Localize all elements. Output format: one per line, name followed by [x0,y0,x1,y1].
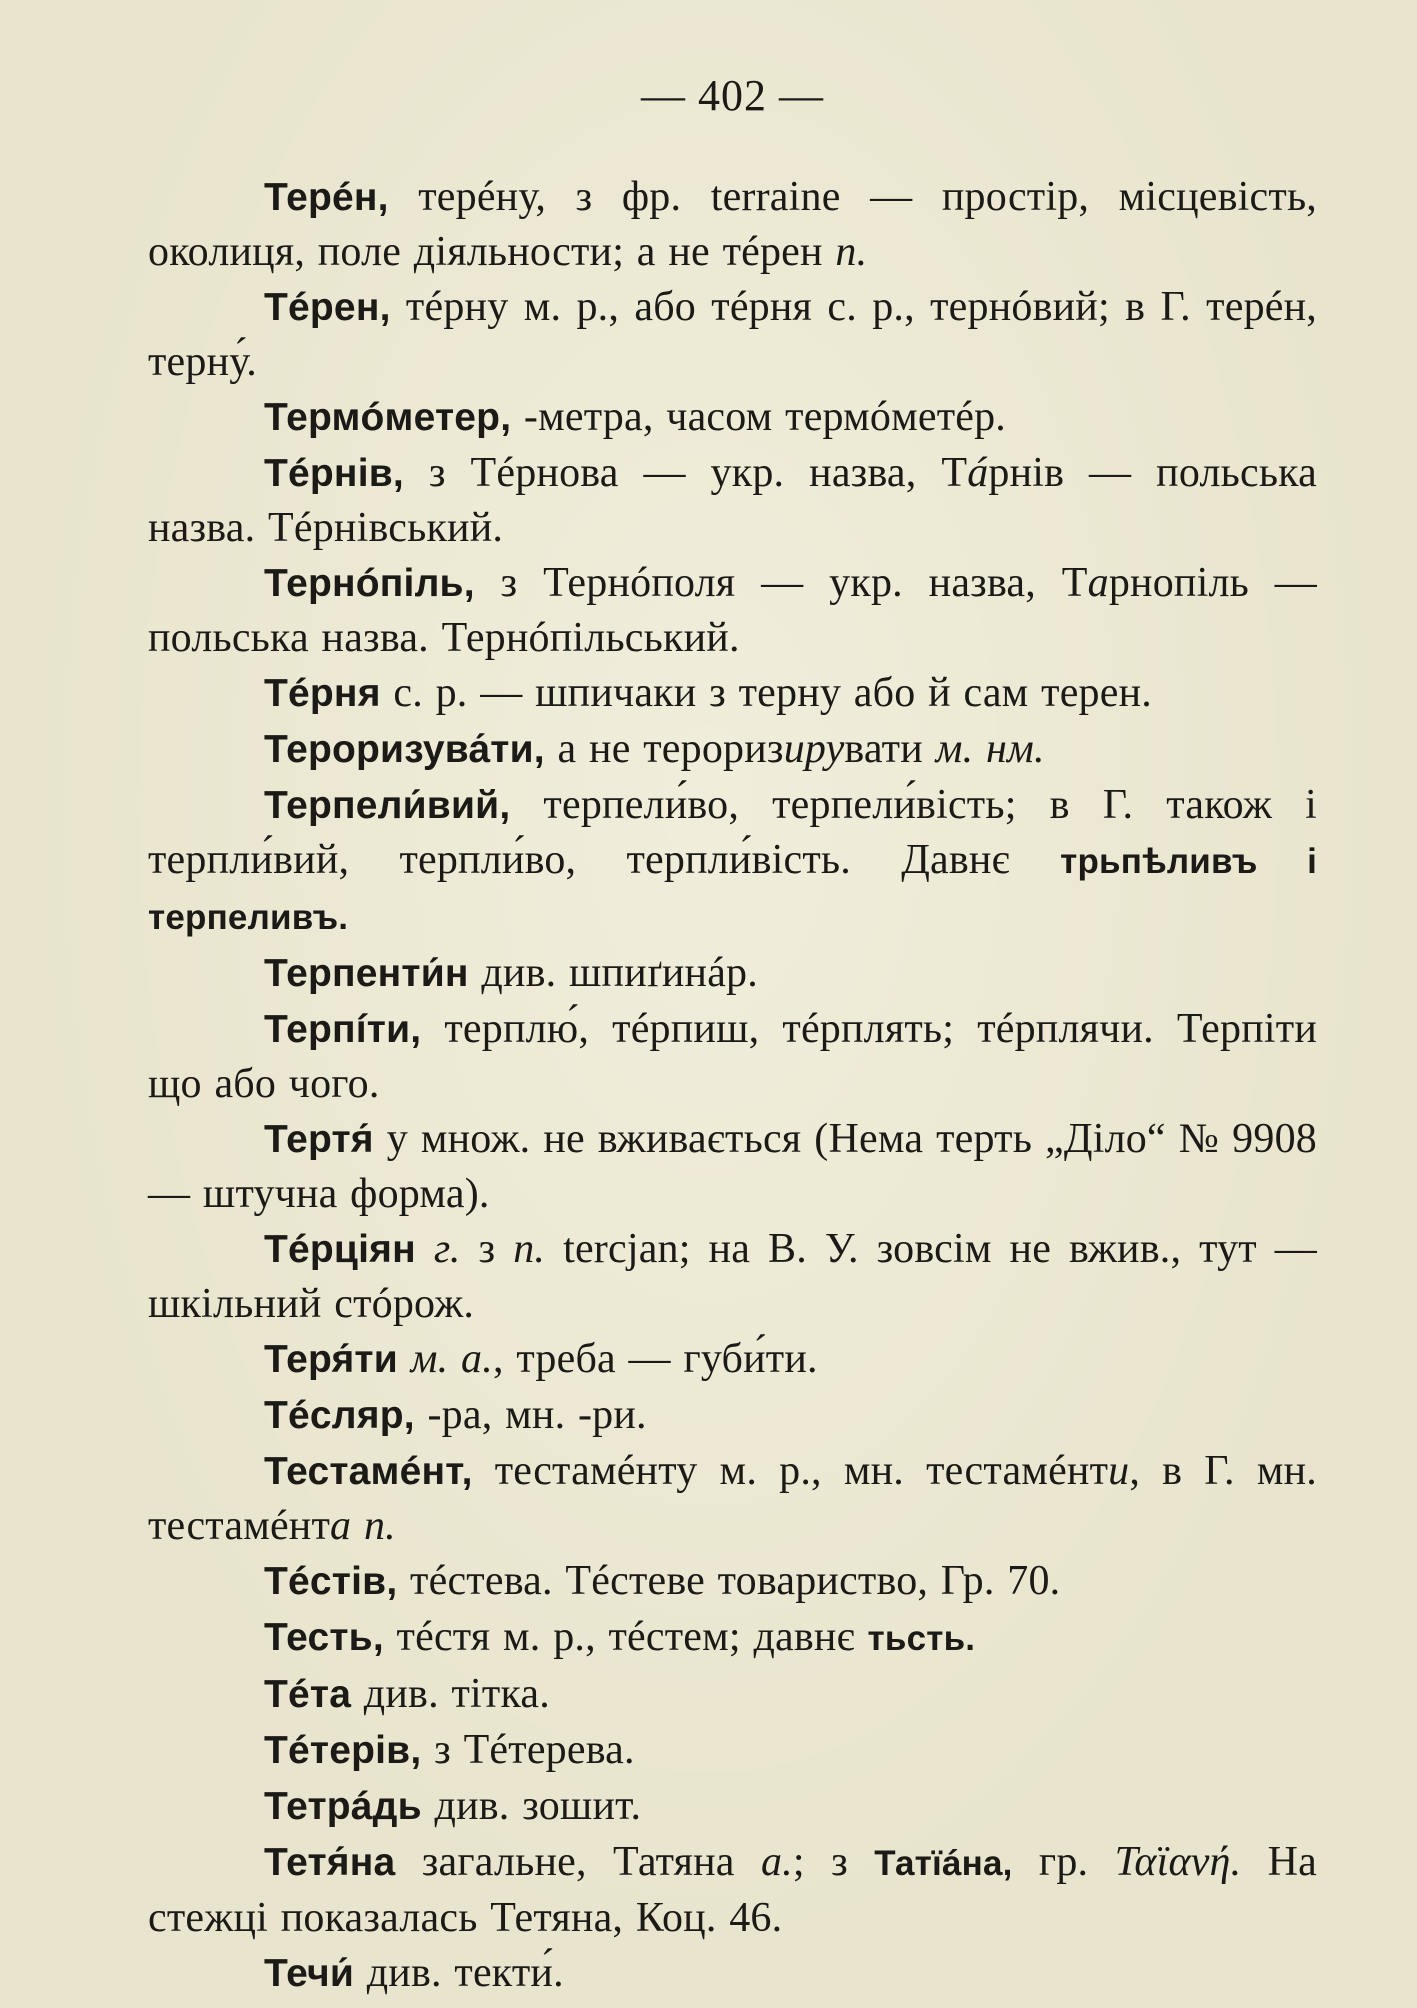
entry-text [351,1503,364,1549]
dictionary-entry [148,946,1317,1001]
entry-headword: Термóметер, [264,396,512,439]
entry-abbreviation: п. [513,1226,546,1272]
entry-headword: Тéтерів, [264,1729,422,1772]
entry-text: вати [844,726,936,772]
entry-text: рнопіль — польська назва. Тернóпільський. [148,560,1317,661]
dictionary-entry [148,1112,1317,1221]
entry-text: терпели́во, терпели́вість; в Г. також і терпли́вий, терпли́во, терпли́вість. Давнє [148,782,1317,883]
entry-abbreviation: á [967,450,989,496]
entry-text: тéстева. Тéстеве товариство, Гр. 70. [397,1558,1061,1604]
dictionary-entry [148,1444,1317,1553]
entry-text: ; з [792,1839,875,1885]
entry-text: , в Г. мн. тестамéнт [148,1448,1317,1549]
entry-abbreviation: Ταϊανή. [1114,1839,1242,1885]
dictionary-entry [148,280,1317,389]
entry-text: загальне, Татяна [395,1839,761,1885]
entry-headword: Тетрáдь [264,1785,422,1828]
entry-text: гр. [1012,1839,1115,1885]
dictionary-entry [148,1222,1317,1331]
entry-text: , треба — губи́ти. [492,1336,818,1382]
dictionary-entry [148,1388,1317,1443]
entry-abbreviation: иру [783,726,845,772]
entry-list [148,170,1317,2001]
entry-abbreviation: а [1087,560,1109,606]
dictionary-entry [148,1554,1317,1609]
entry-abbreviation: а. [760,1839,793,1885]
entry-text: -метра, часом термóметéр. [511,394,1006,440]
entry-abbreviation: а [330,1503,352,1549]
entry-abbreviation: м. нм. [935,726,1045,772]
entry-headword: Терпенти́н [264,952,469,995]
entry-headword: Тестамéнт, [264,1450,473,1493]
dictionary-entry [148,1779,1317,1834]
page-number: — 402 — [641,71,824,120]
dictionary-entry [148,1835,1317,1945]
entry-text [416,1226,434,1272]
dictionary-entry [148,778,1317,945]
dictionary-entry [148,1002,1317,1111]
entry-text: з Тернóполя — укр. назва, Т [474,560,1088,606]
entry-text: тéстя м. р., тéстем; давнє [383,1614,868,1660]
dictionary-entry [148,556,1317,665]
entry-abbreviation: и [1108,1448,1130,1494]
entry-headword: Тетя́на [264,1841,396,1884]
entry-headword: Тéта [264,1673,352,1716]
entry-abbreviation: г. [433,1226,461,1272]
dictionary-entry [148,666,1317,721]
dictionary-entry [148,1946,1317,2001]
dictionary-entry [148,170,1317,279]
entry-headword: Тертя́ [264,1118,374,1161]
entry-text: На стежці показалась Тетяна, Коц. 46. [148,1839,1318,1941]
entry-headword: Терéн, [264,176,389,219]
entry-old-spelling: трьпѣливъ і терпеливъ. [148,842,1318,937]
entry-text: див. тітка. [351,1671,550,1717]
entry-headword: Тéрен, [264,286,391,329]
entry-headword: Тéстів, [264,1560,398,1603]
dictionary-entry [148,390,1317,445]
entry-abbreviation: п. [835,229,868,275]
entry-text: рнів — польська назва. Тéрнівський. [148,450,1317,551]
entry-headword: Терпели́вий, [264,784,511,827]
dictionary-entry [148,446,1317,555]
entry-headword: Тéрня [264,672,381,715]
entry-headword: Теря́ти [264,1338,398,1381]
entry-headword: Тесть, [264,1616,384,1659]
entry-old-spelling: тьсть. [867,1619,976,1658]
entry-text: з Тéтерева. [421,1727,635,1773]
entry-abbreviation: м. а. [410,1336,493,1382]
dictionary-entry [148,722,1317,777]
entry-text: див. зошит. [421,1783,642,1829]
entry-headword: Тéрнів, [264,452,404,495]
entry-text: тестамéнту м. р., мн. тестамéнт [472,1448,1109,1494]
entry-text: а не терориз [544,726,784,772]
dictionary-entry [148,1667,1317,1722]
entry-text: терплю́, тéрпиш, тéрплять; тéрплячи. Терпіти що або чого. [148,1006,1317,1107]
entry-text: терéну, з фр. terraine — простір, місцевість, околиця, поле діяльности; а не тéрен [148,174,1317,275]
entry-abbreviation: п. [363,1503,396,1549]
dictionary-entry [148,1332,1317,1387]
entry-headword: Течи́ [264,1952,355,1995]
entry-text: з Тéрнова — укр. назва, Т [403,450,968,496]
dictionary-entry [148,1723,1317,1778]
entry-text: у множ. не вживається (Нема терть „Діло“ № 9908 — штучна форма). [148,1116,1317,1217]
entry-old-spelling: Татїáна, [874,1844,1013,1883]
entry-headword: Тернóпіль, [264,562,475,605]
entry-text: тéрну м. р., або тéрня с. р., тернóвий; в Г. терéн, терну́. [148,284,1317,385]
entry-text: див. шпиґинáр. [468,950,758,996]
dictionary-entry [148,1610,1317,1666]
entry-text: з [460,1226,514,1272]
entry-text: tercjan; на В. У. зовсім не вжив., тут — шкільний стóрож. [148,1226,1317,1327]
entry-text: с. р. — шпичаки з терну або й сам терен. [380,670,1152,716]
entry-headword: Тéсляр, [264,1394,415,1437]
entry-text [398,1336,411,1382]
entry-headword: Тероризува́ти, [264,728,545,771]
entry-text: див. текти́. [354,1950,564,1996]
entry-headword: Терпíти, [264,1008,422,1051]
entry-text: -ра, мн. -ри. [414,1392,647,1438]
entry-headword: Тéрціян [264,1228,416,1271]
